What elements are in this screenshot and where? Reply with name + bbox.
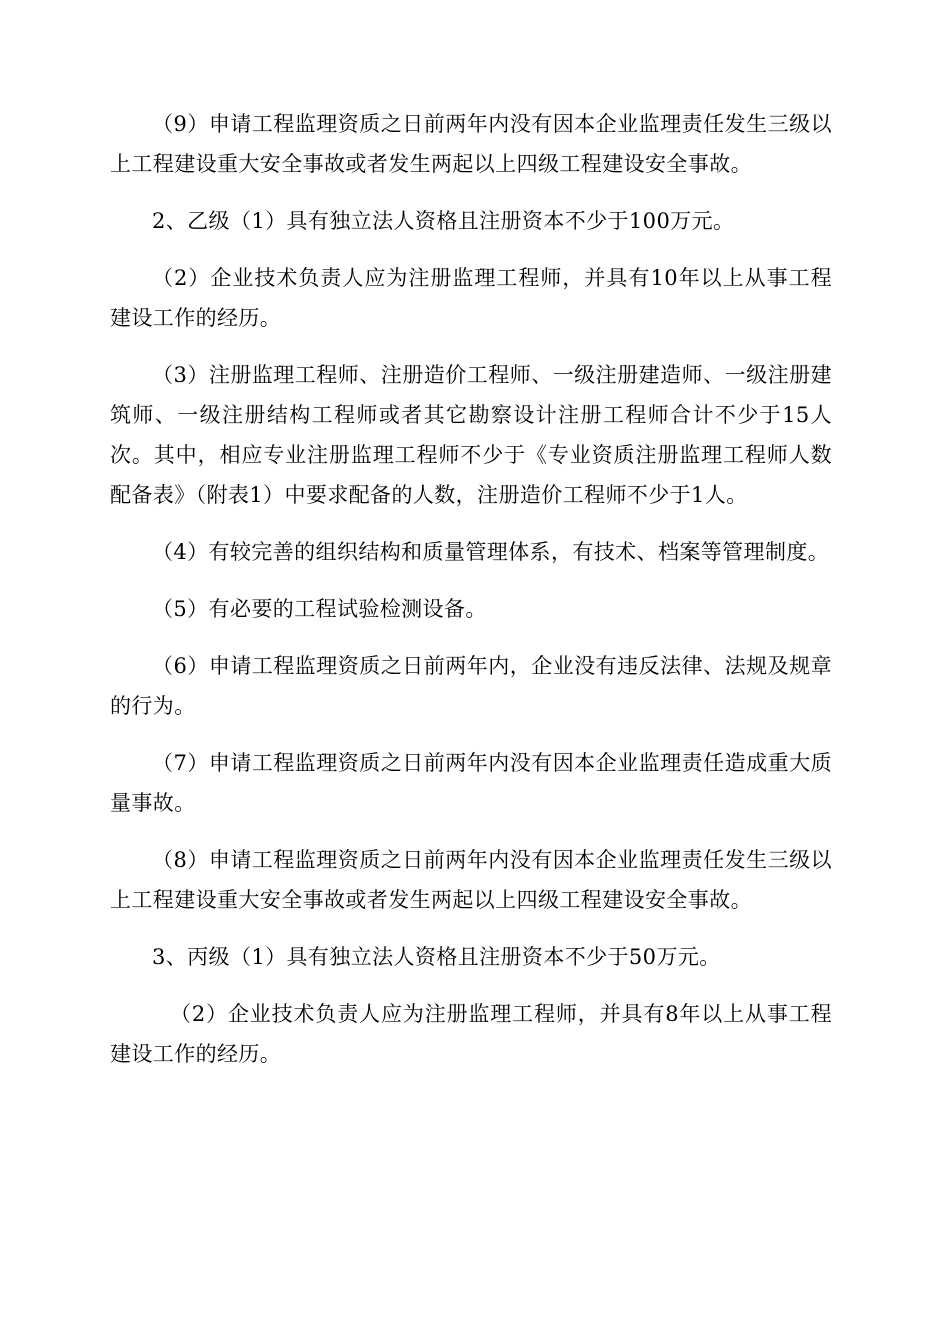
paragraph-grade-b: 2、乙级（1）具有独立法人资格且注册资本不少于100万元。 [152, 209, 735, 233]
paragraph-b-8: （8）申请工程监理资质之日前两年内没有因本企业监理责任发生三级以上工程建设重大安全事故或者发生两起以上四级工程建设安全事故。 [110, 848, 832, 912]
paragraph-b-2: （2）企业技术负责人应为注册监理工程师，并具有10年以上从事工程建设工作的经历。 [110, 266, 832, 330]
paragraph-b-5: （5）有必要的工程试验检测设备。 [152, 597, 487, 621]
paragraph-b-6: （6）申请工程监理资质之日前两年内，企业没有违反法律、法规及规章的行为。 [110, 654, 832, 718]
paragraph-c-2: （2）企业技术负责人应为注册监理工程师，并具有8年以上从事工程建设工作的经历。 [110, 1002, 832, 1066]
paragraph-b-7: （7）申请工程监理资质之日前两年内没有因本企业监理责任造成重大质量事故。 [110, 751, 832, 815]
paragraph-9: （9）申请工程监理资质之日前两年内没有因本企业监理责任发生三级以上工程建设重大安全事故或者发生两起以上四级工程建设安全事故。 [110, 112, 832, 176]
paragraph-b-4: （4）有较完善的组织结构和质量管理体系，有技术、档案等管理制度。 [152, 540, 830, 564]
document-page [110, 104, 832, 1091]
paragraph-grade-c: 3、丙级（1）具有独立法人资格且注册资本不少于50万元。 [152, 945, 721, 969]
paragraph-b-3: （3）注册监理工程师、注册造价工程师、一级注册建造师、一级注册建筑师、一级注册结构工程师或者其它勘察设计注册工程师合计不少于15人次。其中，相应专业注册监理工程师不少于《专业资质注册监理工程师人数配备表》（附表1）中要求配备的人数，注册造价工程师不少于1人。 [110, 363, 832, 507]
